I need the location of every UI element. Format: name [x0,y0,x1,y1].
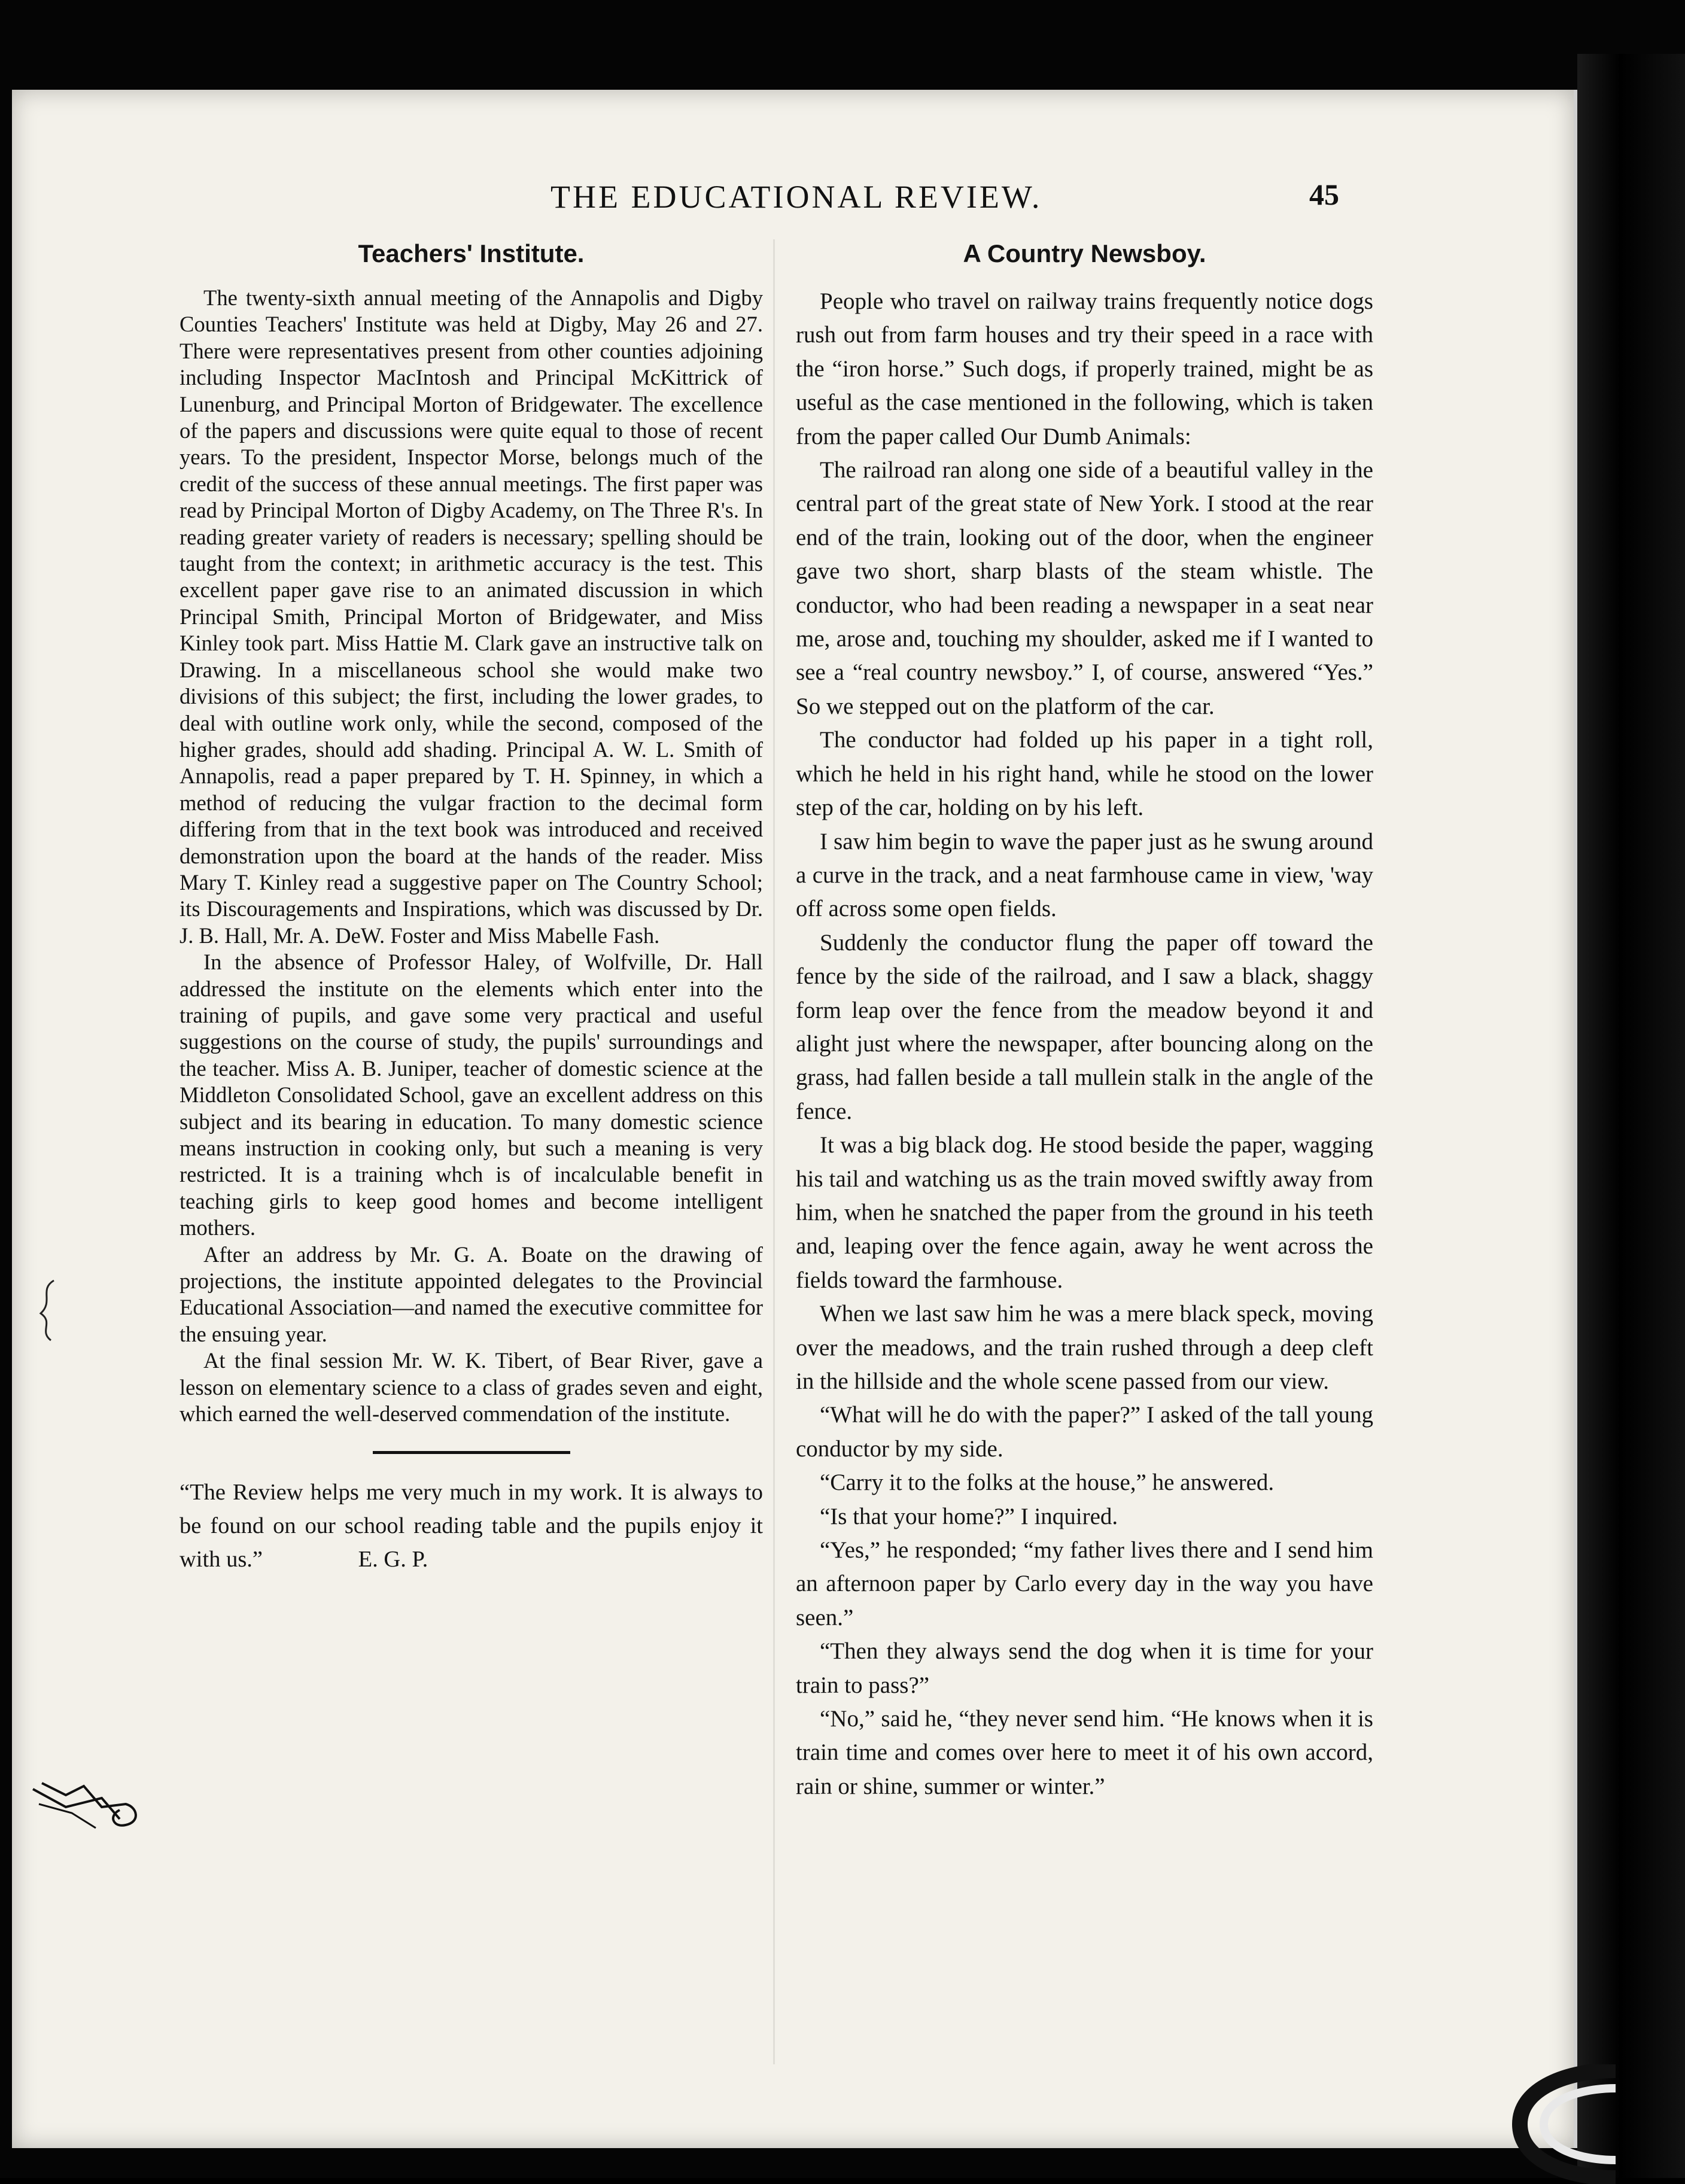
magazine-page [12,90,1577,2148]
article-paragraph: The railroad ran along one side of a beautiful valley in the central part of the great state of New York. I stood at the rear end of the train, looking out of the door, when the engineer gave two short, sharp blasts of the steam whistle. The conductor, who had been reading a newspaper in a seat near me, arose and, touching my shoulder, asked me if I wanted to see a “real country newsboy.” I, of course, answered “Yes.” So we stepped out on the platform of the car. [796,457,1373,719]
article-paragraph: “Is that your home?” I inquired. [820,1503,1118,1529]
book-edge [1577,54,1685,2178]
right-column [796,239,1373,1803]
article-paragraph: “Then they always send the dog when it is time for your train to pass?” [796,1638,1373,1698]
section-divider [373,1451,570,1454]
reader-quote-text: “The Review helps me very much in my work. It is always to be found on our school reading table and the pupils enjoy it with us.” [180,1480,763,1572]
article-title-country-newsboy: A Country Newsboy. [963,239,1206,267]
reader-quote [180,1476,763,1576]
article-paragraph: I saw him begin to wave the paper just as he swung around a curve in the track, and a neat farmhouse came in view, 'way off across some open fields. [796,828,1373,922]
article-paragraph: “Carry it to the folks at the house,” he answered. [820,1470,1275,1496]
article-paragraph: “What will he do with the paper?” I asked of the tall young conductor by my side. [796,1402,1373,1462]
article-paragraph: It was a big black dog. He stood beside the paper, wagging his tail and watching us as the train moved swiftly away from him, when he snatched the paper from the ground in his teeth and, leaping over the fence again, away he went across the fields toward the farmhouse. [796,1132,1373,1293]
reader-quote-signature: E. G. P. [358,1547,428,1572]
journal-title: THE EDUCATIONAL REVIEW. [550,179,1042,215]
article-paragraph: People who travel on railway trains frequently notice dogs rush out from farm houses and try their speed in a race with the “iron horse.” Such dogs, if properly trained, might be as useful as the case mentioned in the following, which is taken from the paper called Our Dumb Animals: [796,288,1373,449]
article-paragraph: Suddenly the conductor flung the paper off toward the fence by the side of the railroad, and I saw a black, shaggy form leap over the fence from the meadow beyond it and alight just where the newspaper, after bouncing along on the grass, had fallen beside a tall mullein stalk in the angle of the fence. [796,929,1373,1124]
article-paragraph: After an address by Mr. G. A. Boate on the drawing of projections, the institute appointed delegates to the Provincial Educational Association—and named the executive committee for the ensuing year. [180,1242,763,1346]
article-paragraph: The twenty-sixth annual meeting of the Annapolis and Digby Counties Teachers' Institute was held at Digby, May 26 and 27. There were representatives present from other counties adjoining including Inspector MacIntosh and Principal McKittrick of Lunenburg, and Principal Morton of Bridgewater. The excellence of the papers and discussions were quite equal to those of recent years. To the president, Inspector Morse, belongs much of the credit of the success of these annual meetings. The first paper was read by Principal Morton of Digby Academy, on The Three R's. In reading greater variety of readers is necessary; spelling should be taught from the context; in arithmetic accuracy is the test. This excellent paper gave rise to an animated discussion in which Principal Smith, Principal Morton of Bridgewater, and Miss Kinley took part. Miss Hattie M. Clark gave an instructive talk on Drawing. In a miscellaneous school she would make two divisions of this subject; the first, including the lower grades, to deal with outline work only, while the second, composed of the higher grades, should add shading. Principal A. W. L. Smith of Annapolis, read a paper prepared by T. H. Spinney, in which a method of reducing the vulgar fraction to the decimal form differing from that in the text book was introduced and received demonstration upon the board at the hands of the reader. Miss Mary T. Kinley read a suggestive paper on The Country School; its Discouragements and Inspirations, which was discussed by Dr. J. B. Hall, Mr. A. DeW. Foster and Miss Mabelle Fash. [180,285,763,948]
margin-scribble [30,1771,144,1843]
page-number: 45 [1309,178,1339,211]
article-paragraph: “Yes,” he responded; “my father lives there and I send him an afternoon paper by Carlo every day in the way you have seen.” [796,1537,1373,1631]
column-gutter [773,239,775,2064]
article-paragraph: The conductor had folded up his paper in a tight roll, which he held in his right hand, while he stood on the lower step of the car, holding on by his left. [796,727,1373,821]
article-title-teachers-institute: Teachers' Institute. [358,239,585,267]
left-column [180,239,763,1576]
article-paragraph: At the final session Mr. W. K. Tibert, of Bear River, gave a lesson on elementary science to a class of grades seven and eight, which earned the well-deserved commendation of the institute. [180,1348,763,1426]
binding-clip [1496,2064,1634,2184]
article-paragraph: In the absence of Professor Haley, of Wolfville, Dr. Hall addressed the institute on the elements which enter into the training of pupils, and gave some very practical and useful suggestions on the course of study, the pupils' surroundings and the teacher. Miss A. B. Juniper, teacher of domestic science at the Middleton Consolidated School, gave an excellent address on this subject and its bearing in education. To many domestic science means instruction in cooking only, but such a meaning is very restricted. It is a training whch is of incalculable benefit in teaching girls to keep good homes and become intelligent mothers. [180,950,763,1240]
article-paragraph: “No,” said he, “they never send him. “He knows when it is train time and comes over here to meet it of his own accord, rain or shine, summer or winter.” [796,1706,1373,1799]
margin-mark [36,1277,60,1343]
article-paragraph: When we last saw him he was a mere black speck, moving over the meadows, and the train rushed through a deep cleft in the hillside and the whole scene passed from our view. [796,1301,1373,1394]
